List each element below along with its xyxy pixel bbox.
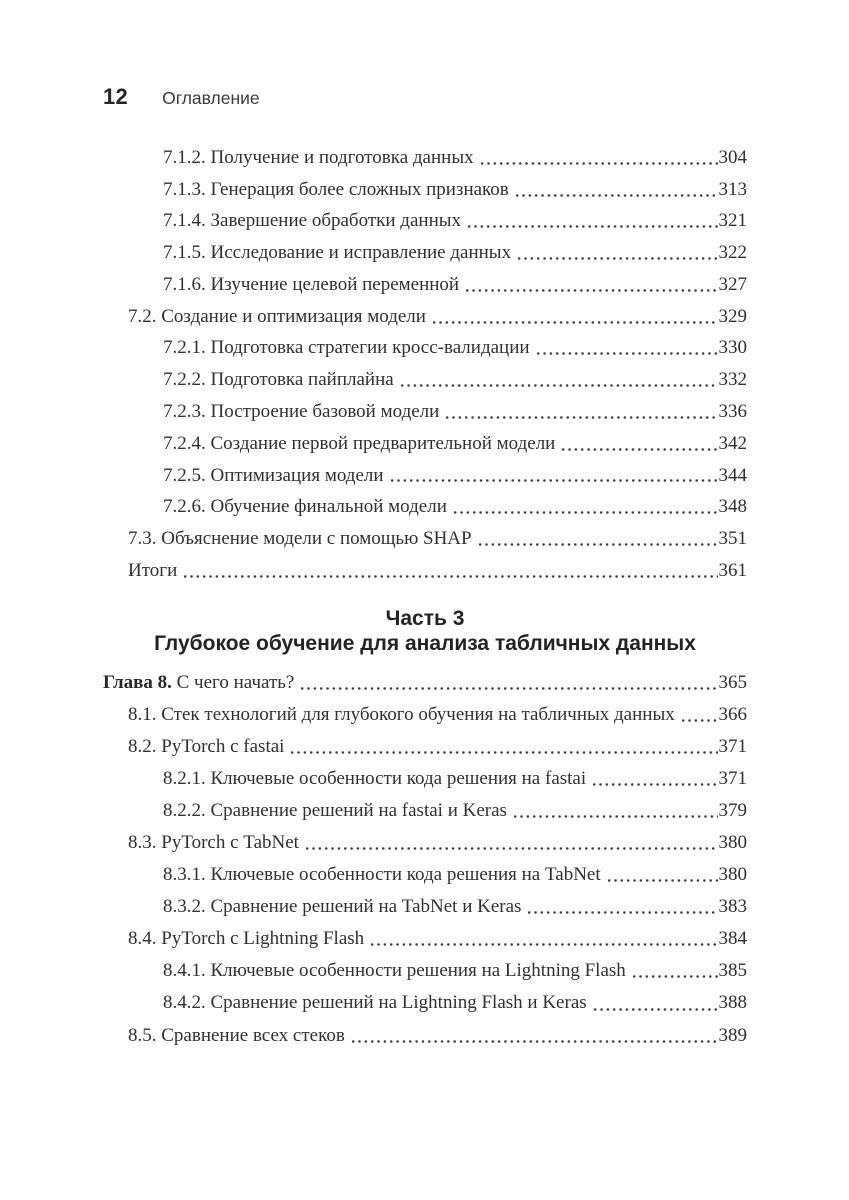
toc-entry-page: 330 (718, 337, 747, 359)
toc-entry-page: 380 (718, 832, 747, 854)
toc-entry-page: 371 (718, 736, 747, 758)
toc-entry-page: 379 (718, 800, 747, 822)
toc-entry-page: 351 (718, 528, 747, 550)
toc-entry-title: Глава 8. С чего начать? (103, 672, 295, 694)
toc-entry-title: 8.4. PyTorch с Lightning Flash (128, 928, 365, 950)
toc-list-part8 (103, 667, 747, 1052)
dotted-leader (181, 555, 717, 587)
dotted-leader (630, 955, 718, 987)
dotted-leader (679, 699, 718, 731)
toc-entry-title: 7.2.5. Оптимизация модели (163, 464, 384, 486)
toc-entry-page: 321 (718, 210, 747, 232)
toc-entry (103, 955, 747, 987)
toc-entry-title: 8.2.2. Сравнение решений на fastai и Keras (163, 800, 507, 822)
toc-entry-title: 7.2.4. Создание первой предварительной модели (163, 432, 556, 454)
toc-entry (103, 301, 747, 333)
dotted-leader (534, 333, 718, 365)
toc-entry (103, 428, 747, 460)
toc-entry (103, 206, 747, 238)
toc-entry-page: 327 (718, 273, 747, 295)
dotted-leader (303, 827, 718, 859)
toc-entry-page: 332 (718, 369, 747, 391)
toc-entry-page: 313 (718, 178, 747, 200)
toc-entry-title: 7.3. Объяснение модели с помощью SHAP (128, 528, 472, 550)
toc-entry-page: 322 (718, 242, 747, 264)
dotted-leader (511, 795, 718, 827)
toc-entry-chapter-prefix: Глава 8. (103, 672, 172, 694)
toc-entry-page: 384 (718, 928, 747, 950)
dotted-leader (513, 174, 718, 206)
dotted-leader (463, 269, 717, 301)
toc-entry (103, 396, 747, 428)
dotted-leader (525, 891, 717, 923)
toc-entry-page: 342 (718, 432, 747, 454)
toc-entry (103, 555, 747, 587)
dotted-leader (398, 364, 718, 396)
dotted-leader (605, 859, 718, 891)
toc-entry-title: 8.1. Стек технологий для глубокого обучения на табличных данных (128, 704, 675, 726)
dotted-leader (388, 460, 718, 492)
toc-entry-title: 7.2. Создание и оптимизация модели (128, 305, 426, 327)
toc-entry-title: 8.3.2. Сравнение решений на TabNet и Keras (163, 896, 522, 918)
toc-entry-title: 8.4.1. Ключевые особенности решения на Lightning Flash (163, 960, 626, 982)
dotted-leader (430, 301, 718, 333)
toc-entry (103, 923, 747, 955)
toc-entry-page: 366 (718, 704, 747, 726)
toc-entry (103, 859, 747, 891)
toc-entry-title: 7.2.3. Построение базовой модели (163, 401, 440, 422)
toc-list-part7 (103, 142, 747, 587)
toc-entry-title: 8.2. PyTorch с fastai (128, 736, 285, 758)
toc-entry-page: 389 (718, 1024, 747, 1046)
part-number-heading: Часть 3 (385, 607, 465, 630)
toc-entry-page: 380 (718, 864, 747, 886)
toc-entry-title: 8.5. Сравнение всех стеков (128, 1024, 345, 1046)
toc-entry-title: 7.1.5. Исследование и исправление данных (163, 242, 512, 264)
dotted-leader (590, 763, 717, 795)
running-title: Оглавление (162, 88, 260, 108)
toc-entry (103, 460, 747, 492)
toc-entry-page: 371 (718, 768, 747, 790)
toc-entry-title: 7.1.4. Завершение обработки данных (163, 210, 461, 232)
toc-entry-page: 361 (718, 559, 747, 581)
dotted-leader (443, 396, 717, 428)
toc-entry (103, 174, 747, 206)
toc-entry-page: 348 (718, 496, 747, 518)
page-number: 12 (103, 84, 129, 109)
toc-entry (103, 523, 747, 555)
dotted-leader (298, 667, 717, 699)
dotted-leader (368, 923, 717, 955)
toc-entry (103, 763, 747, 795)
dotted-leader (465, 206, 718, 238)
toc-entry-page: 304 (718, 146, 747, 168)
toc-entry (103, 699, 747, 731)
dotted-leader (288, 731, 717, 763)
dotted-leader (559, 428, 717, 460)
toc-entry (103, 333, 747, 365)
dotted-leader (451, 491, 718, 523)
dotted-leader (515, 237, 717, 269)
toc-entry (103, 891, 747, 923)
toc-entry-title: 8.2.1. Ключевые особенности кода решения на fastai (163, 768, 587, 790)
toc-entry (103, 731, 747, 763)
toc-entry-page: 365 (718, 672, 747, 694)
toc-entry (103, 364, 747, 396)
toc-entry-title: 7.1.6. Изучение целевой переменной (163, 273, 460, 295)
dotted-leader (478, 142, 718, 174)
dotted-leader (349, 1020, 718, 1052)
toc-entry-page: 385 (718, 960, 747, 982)
toc-entry-title: 7.2.6. Обучение финальной модели (163, 496, 447, 518)
toc-entry (103, 142, 747, 174)
toc-entry-page: 344 (718, 464, 747, 486)
toc-entry-page: 388 (718, 992, 747, 1014)
part-heading (103, 607, 747, 656)
running-header (103, 84, 260, 111)
toc-entry-title: 7.2.2. Подготовка пайплайна (163, 369, 394, 391)
toc-entry-page: 383 (718, 896, 747, 918)
toc-entry-title: 7.1.2. Получение и подготовка данных (163, 146, 474, 168)
dotted-leader (476, 523, 718, 555)
toc-entry-title: Итоги (128, 559, 178, 581)
part-title-heading: Глубокое обучение для анализа табличных данных (154, 631, 696, 655)
toc-entry (103, 987, 747, 1019)
toc-entry (103, 795, 747, 827)
toc-entry-page: 336 (718, 401, 747, 422)
toc-entry (103, 269, 747, 301)
toc-entry-title: 8.3. PyTorch с TabNet (128, 832, 299, 854)
toc-entry-title: 8.3.1. Ключевые особенности кода решения на TabNet (163, 864, 601, 886)
toc-entry (103, 667, 747, 699)
toc-entry (103, 237, 747, 269)
toc-entry-page: 329 (718, 305, 747, 327)
toc-entry (103, 1020, 747, 1052)
dotted-leader (591, 987, 718, 1019)
toc-entry (103, 827, 747, 859)
toc-entry-title: 7.2.1. Подготовка стратегии кросс-валидации (163, 337, 530, 359)
toc-entry-title: 7.1.3. Генерация более сложных признаков (163, 178, 509, 200)
toc-entry (103, 491, 747, 523)
toc-entry-title: 8.4.2. Сравнение решений на Lightning Flash и Keras (163, 992, 587, 1014)
